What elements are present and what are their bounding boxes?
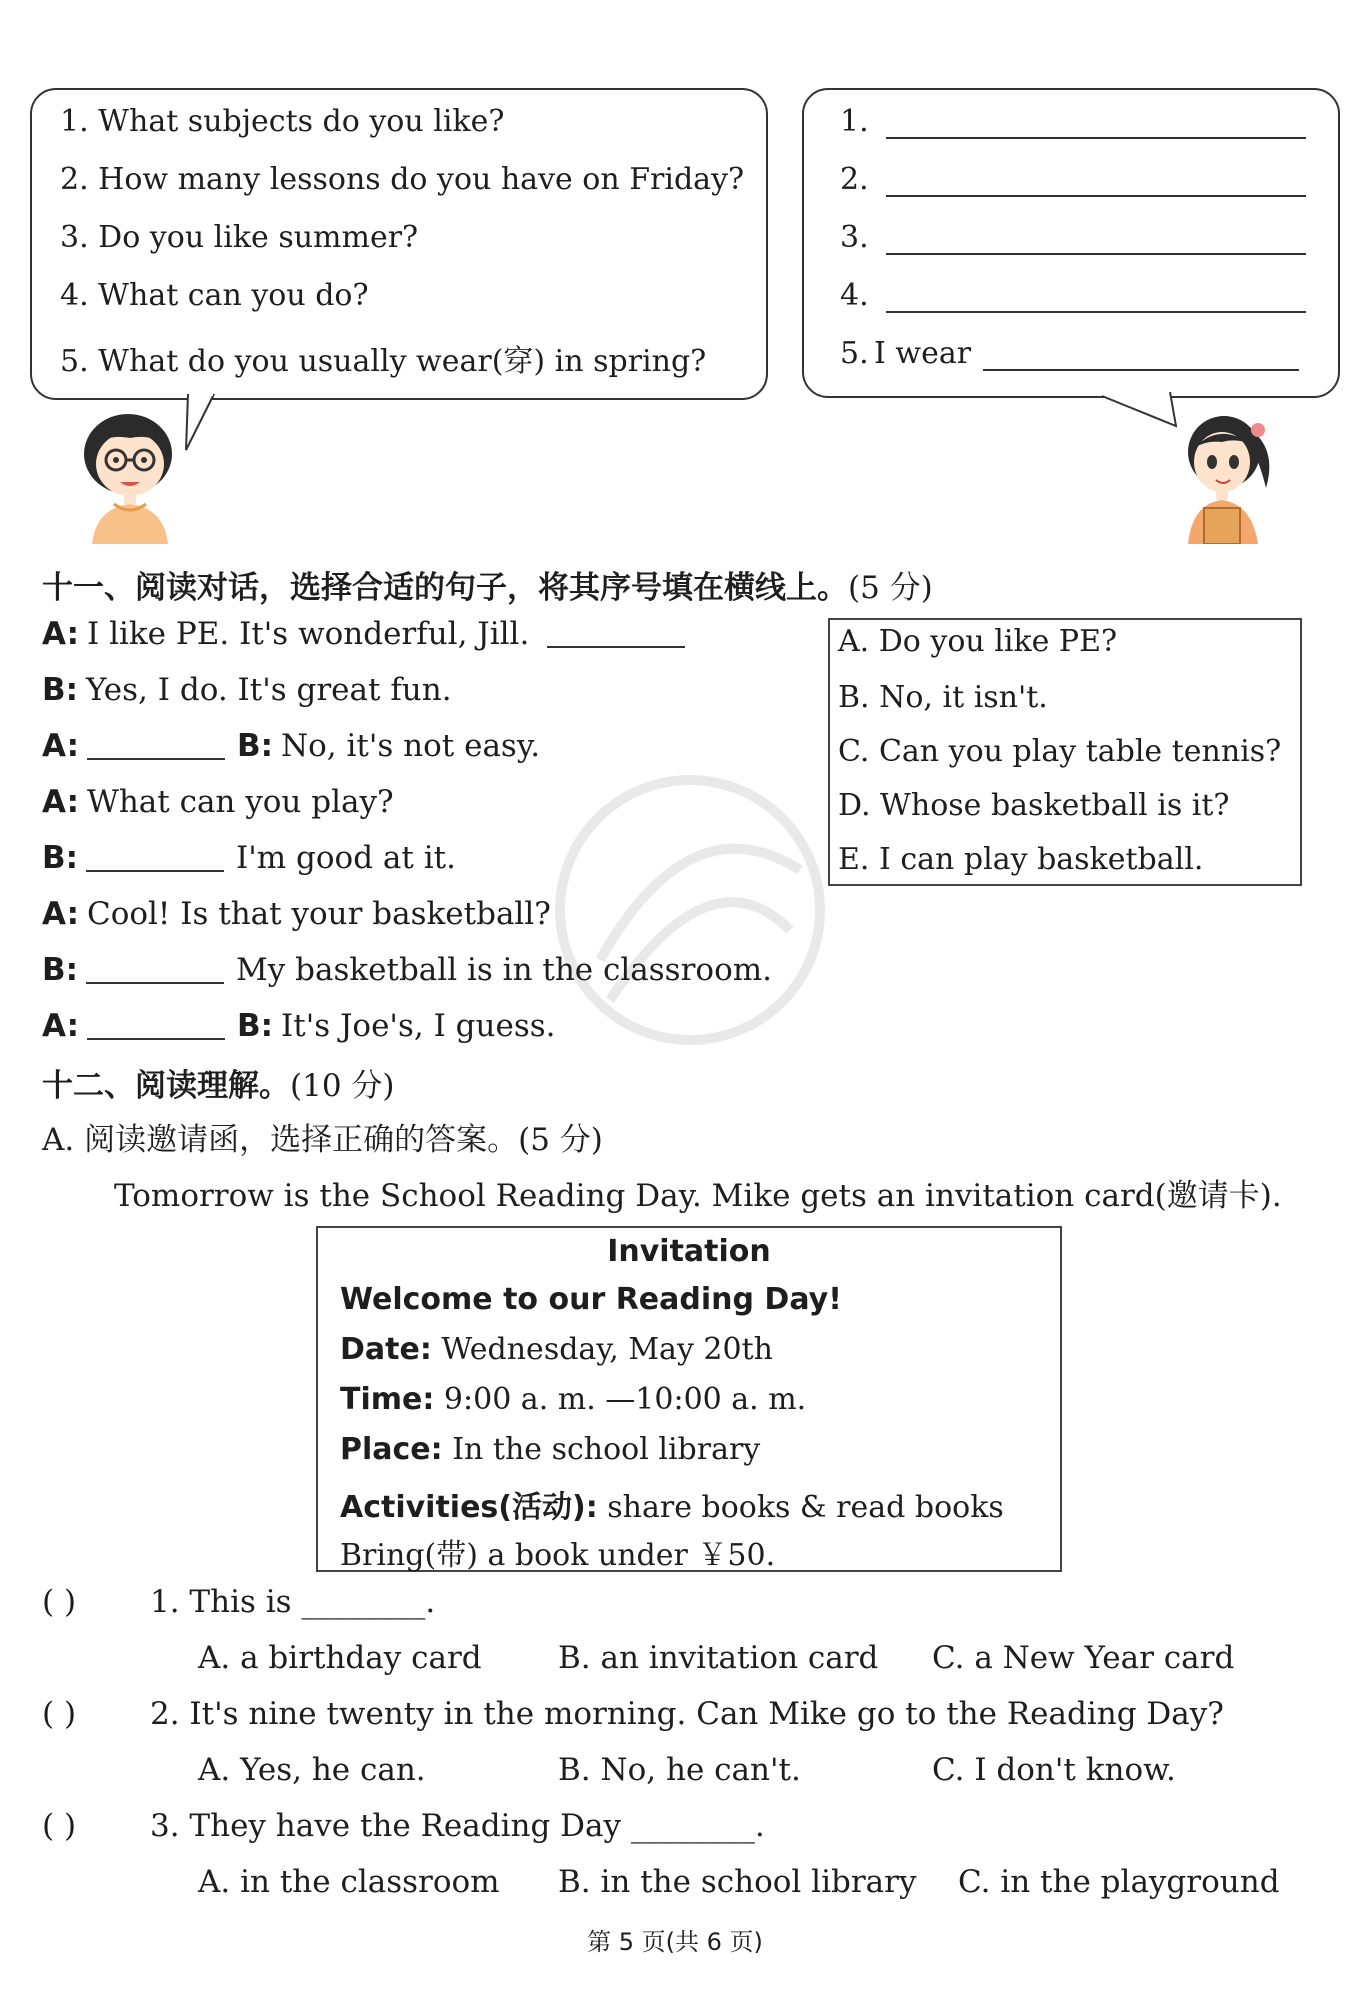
date-value: Wednesday, May 20th [441,1332,773,1367]
speaker-label: A: [42,616,79,652]
dialogue-line [42,952,772,988]
bubble-question: 4. What can you do? [60,278,369,313]
dialogue-line [42,784,394,820]
bubble-question: 2. How many lessons do you have on Friday? [60,162,745,197]
answer-row [840,162,1306,197]
answer-line[interactable] [886,249,1306,255]
answers-bubble [802,88,1340,398]
activities-value: share books & read books [607,1490,1004,1525]
choice-a: A. a birthday card [198,1640,482,1676]
speaker-label: A: [42,784,79,820]
answer-paren[interactable]: ( ) [42,1584,77,1620]
choice-c: C. in the playground [958,1864,1280,1900]
answer-line[interactable] [983,365,1299,371]
section-11-score: (5 分) [848,570,933,606]
choice-b: B. in the school library [558,1864,917,1900]
section-12-score: (10 分) [290,1068,395,1104]
invitation-place [340,1432,760,1467]
answer-prefix: I wear [874,336,972,371]
dialogue-text: Cool! Is that your basketball? [86,896,551,932]
answer-row [840,220,1306,255]
answer-line[interactable] [886,191,1306,197]
answer-paren[interactable]: ( ) [42,1808,77,1844]
answer-blank[interactable] [87,1008,225,1040]
welcome-text: Welcome to our Reading Day! [340,1282,842,1317]
choice-b: B. No, he can't. [558,1752,801,1788]
answer-number: 4. [840,278,869,313]
answer-line[interactable] [886,307,1306,313]
choice-b: B. an invitation card [558,1640,879,1676]
time-value: 9:00 a. m. —10:00 a. m. [443,1382,807,1417]
dialogue-text: I'm good at it. [236,840,456,876]
speaker-label: B: [42,840,79,876]
dialogue-text: I like PE. It's wonderful, Jill. [86,616,530,652]
page-footer: 第 5 页(共 6 页) [587,1928,763,1956]
place-value: In the school library [452,1432,761,1467]
dialogue-line [42,1008,556,1044]
speaker-label: B: [236,728,273,764]
question-stem: 2. It's nine twenty in the morning. Can Mike go to the Reading Day? [150,1696,1224,1732]
section-11-title: 十一、阅读对话，选择合适的句子，将其序号填在横线上。 [42,570,848,606]
bubble-tail-icon [1100,390,1180,430]
speaker-label: B: [42,672,79,708]
option-item: C. Can you play table tennis? [838,734,1282,769]
dialogue-line [42,728,540,764]
invitation-card [316,1226,1062,1572]
answer-line[interactable] [886,133,1306,139]
place-label: Place: [340,1432,443,1467]
invitation-heading: Invitation [607,1234,771,1269]
bubble-question: 3. Do you like summer? [60,220,419,255]
dialogue-line [42,840,456,876]
option-item: D. Whose basketball is it? [838,788,1230,823]
date-label: Date: [340,1332,432,1367]
section-12-heading [42,1060,395,1105]
invitation-bring: Bring(带) a book under ￥50. [340,1538,776,1573]
answer-number: 3. [840,220,869,255]
bubble-question: 5. What do you usually wear(穿) in spring? [60,344,707,379]
dialogue-line [42,896,551,932]
girl-with-glasses-icon [70,404,190,544]
answer-blank[interactable] [86,840,224,872]
option-item: B. No, it isn't. [838,680,1048,715]
choice-a: A. Yes, he can. [198,1752,426,1788]
options-box [828,618,1302,886]
section-12-title: 十二、阅读理解。 [42,1068,290,1104]
invitation-date [340,1332,773,1367]
section-11-heading [42,562,933,607]
dialogue-text: No, it's not easy. [281,728,541,764]
speaker-label: A: [42,1008,79,1044]
choice-c: C. I don't know. [932,1752,1176,1788]
watermark-logo-icon [540,760,840,1060]
dialogue-text: My basketball is in the classroom. [236,952,772,988]
invitation-welcome [340,1282,842,1317]
answer-number: 1. [840,104,869,139]
answer-paren[interactable]: ( ) [42,1696,77,1732]
option-item: A. Do you like PE? [838,624,1118,659]
dialogue-line [42,616,697,652]
dialogue-line [42,672,452,708]
answer-number: 2. [840,162,869,197]
dialogue-text: It's Joe's, I guess. [281,1008,556,1044]
answer-row [840,278,1306,313]
time-label: Time: [340,1382,435,1417]
option-item: E. I can play basketball. [838,842,1204,877]
answer-row [840,336,1299,371]
speaker-label: A: [42,896,79,932]
question-stem: 1. This is ________. [150,1584,436,1620]
invitation-time [340,1382,806,1417]
speaker-label: A: [42,728,79,764]
speaker-label: B: [42,952,79,988]
choice-a: A. in the classroom [198,1864,500,1900]
question-stem: 3. They have the Reading Day ________. [150,1808,765,1844]
reading-intro: Tomorrow is the School Reading Day. Mike gets an invitation card(邀请卡). [114,1178,1282,1214]
answer-blank[interactable] [86,952,224,984]
bubble-question: 1. What subjects do you like? [60,104,505,139]
speaker-label: B: [236,1008,273,1044]
answer-blank[interactable] [547,616,685,648]
part-a-instruction: A. 阅读邀请函，选择正确的答案。(5 分) [42,1122,603,1158]
answer-number: 5. [840,336,869,371]
girl-with-pigtails-icon [1170,404,1280,544]
choice-c: C. a New Year card [932,1640,1235,1676]
questions-bubble [30,88,768,400]
dialogue-text: What can you play? [86,784,394,820]
activities-label: Activities(活动): [340,1490,598,1525]
dialogue-text: Yes, I do. It's great fun. [86,672,452,708]
invitation-activities [340,1482,1004,1526]
answer-blank[interactable] [87,728,225,760]
answer-row [840,104,1306,139]
